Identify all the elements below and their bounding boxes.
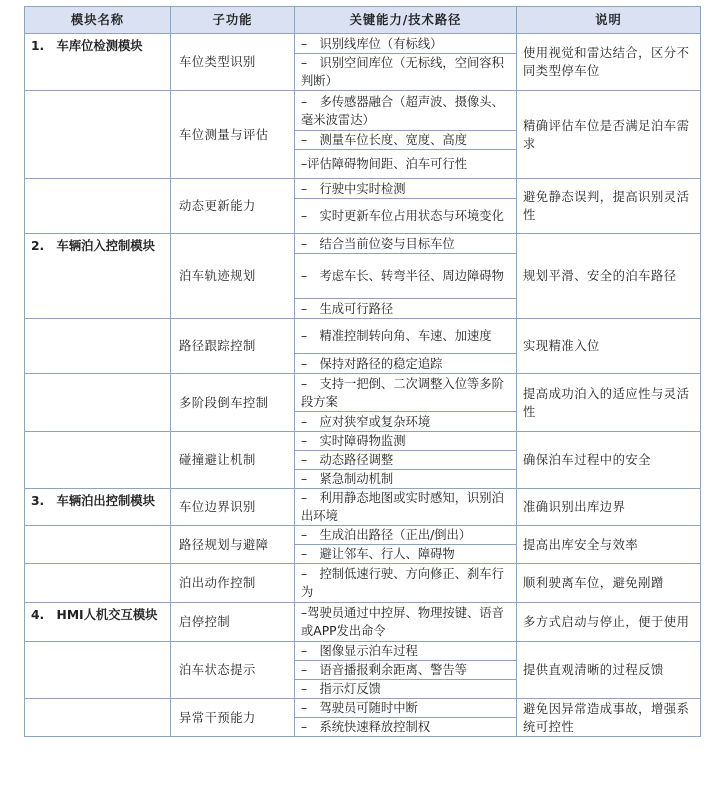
module-cell-empty bbox=[25, 642, 171, 699]
capability-item: – 图像显示泊车过程 bbox=[295, 642, 517, 661]
table-row bbox=[25, 91, 701, 131]
table-body bbox=[25, 34, 701, 737]
capability-item: – 精准控制转向角、车速、加速度 bbox=[295, 319, 517, 354]
subfunction-name: 路径跟踪控制 bbox=[171, 319, 295, 374]
table-row bbox=[25, 564, 701, 603]
capability-item: – 生成可行路径 bbox=[295, 299, 517, 319]
subfunction-name: 车位测量与评估 bbox=[171, 91, 295, 179]
description-cell: 精确评估车位是否满足泊车需求 bbox=[517, 91, 701, 179]
description-cell: 使用视觉和雷达结合，区分不同类型停车位 bbox=[517, 34, 701, 91]
module-name: 3. 车辆泊出控制模块 bbox=[25, 489, 171, 526]
subfunction-name: 异常干预能力 bbox=[171, 699, 295, 737]
module-cell-empty bbox=[25, 319, 171, 374]
subfunction-name: 泊车轨迹规划 bbox=[171, 234, 295, 319]
subfunction-name: 车位类型识别 bbox=[171, 34, 295, 91]
table-row bbox=[25, 234, 701, 254]
capability-item: –评估障碍物间距、泊车可行性 bbox=[295, 150, 517, 179]
header-subfunction: 子功能 bbox=[171, 7, 295, 34]
module-cell-empty bbox=[25, 91, 171, 179]
description-cell: 准确识别出库边界 bbox=[517, 489, 701, 526]
capability-item: – 动态路径调整 bbox=[295, 451, 517, 470]
module-cell-empty bbox=[25, 179, 171, 234]
header-module: 模块名称 bbox=[25, 7, 171, 34]
subfunction-name: 启停控制 bbox=[171, 603, 295, 642]
capability-item: – 支持一把倒、二次调整入位等多阶段方案 bbox=[295, 374, 517, 412]
header-capability: 关键能力/技术路径 bbox=[295, 7, 517, 34]
table-row bbox=[25, 642, 701, 661]
module-cell-empty bbox=[25, 564, 171, 603]
description-cell: 提高成功泊入的适应性与灵活性 bbox=[517, 374, 701, 432]
subfunction-name: 路径规划与避障 bbox=[171, 526, 295, 564]
module-name: 4. HMI人机交互模块 bbox=[25, 603, 171, 642]
capability-item: – 利用静态地图或实时感知，识别泊出环境 bbox=[295, 489, 517, 526]
subfunction-name: 泊出动作控制 bbox=[171, 564, 295, 603]
subfunction-name: 多阶段倒车控制 bbox=[171, 374, 295, 432]
module-cell-empty bbox=[25, 432, 171, 489]
description-cell: 提供直观清晰的过程反馈 bbox=[517, 642, 701, 699]
table-row bbox=[25, 432, 701, 451]
capability-item: – 识别空间库位（无标线，空间容积判断） bbox=[295, 54, 517, 91]
table-row bbox=[25, 603, 701, 642]
capability-item: – 紧急制动机制 bbox=[295, 470, 517, 489]
capability-item: – 多传感器融合（超声波、摄像头、毫米波雷达） bbox=[295, 91, 517, 131]
description-cell: 实现精准入位 bbox=[517, 319, 701, 374]
capability-item: – 驾驶员可随时中断 bbox=[295, 699, 517, 718]
table-row bbox=[25, 489, 701, 526]
module-cell-empty bbox=[25, 526, 171, 564]
capability-item: – 系统快速释放控制权 bbox=[295, 718, 517, 737]
capability-item: –驾驶员通过中控屏、物理按键、语音或APP发出命令 bbox=[295, 603, 517, 642]
description-cell: 提高出库安全与效率 bbox=[517, 526, 701, 564]
capability-item: – 实时更新车位占用状态与环境变化 bbox=[295, 199, 517, 234]
capability-item: – 控制低速行驶、方向修正、刹车行为 bbox=[295, 564, 517, 603]
table-row bbox=[25, 34, 701, 54]
description-cell: 顺利驶离车位，避免剐蹭 bbox=[517, 564, 701, 603]
subfunction-name: 碰撞避让机制 bbox=[171, 432, 295, 489]
capability-item: – 行驶中实时检测 bbox=[295, 179, 517, 199]
table-header-row bbox=[25, 7, 701, 34]
module-cell-empty bbox=[25, 374, 171, 432]
table-row bbox=[25, 319, 701, 354]
table-row bbox=[25, 374, 701, 412]
capability-item: – 实时障碍物监测 bbox=[295, 432, 517, 451]
subfunction-name: 动态更新能力 bbox=[171, 179, 295, 234]
description-cell: 避免因异常造成事故，增强系统可控性 bbox=[517, 699, 701, 737]
table-row bbox=[25, 699, 701, 718]
description-cell: 多方式启动与停止，便于使用 bbox=[517, 603, 701, 642]
capability-item: – 避让邻车、行人、障碍物 bbox=[295, 545, 517, 564]
module-cell-empty bbox=[25, 699, 171, 737]
subfunction-name: 车位边界识别 bbox=[171, 489, 295, 526]
description-cell: 确保泊车过程中的安全 bbox=[517, 432, 701, 489]
capability-item: – 生成泊出路径（正出/倒出） bbox=[295, 526, 517, 545]
capability-item: – 识别线库位（有标线） bbox=[295, 34, 517, 54]
table-row bbox=[25, 526, 701, 545]
description-cell: 避免静态误判，提高识别灵活性 bbox=[517, 179, 701, 234]
capability-item: – 保持对路径的稳定追踪 bbox=[295, 354, 517, 374]
capability-item: – 语音播报剩余距离、警告等 bbox=[295, 661, 517, 680]
capability-item: – 应对狭窄或复杂环境 bbox=[295, 412, 517, 432]
subfunction-name: 泊车状态提示 bbox=[171, 642, 295, 699]
capability-item: – 考虑车长、转弯半径、周边障碍物 bbox=[295, 254, 517, 299]
header-description: 说明 bbox=[517, 7, 701, 34]
table-row bbox=[25, 179, 701, 199]
capability-item: – 指示灯反馈 bbox=[295, 680, 517, 699]
capability-item: – 测量车位长度、宽度、高度 bbox=[295, 131, 517, 150]
module-name: 2. 车辆泊入控制模块 bbox=[25, 234, 171, 319]
capability-item: – 结合当前位姿与目标车位 bbox=[295, 234, 517, 254]
module-name: 1. 车库位检测模块 bbox=[25, 34, 171, 91]
description-cell: 规划平滑、安全的泊车路径 bbox=[517, 234, 701, 319]
function-table bbox=[24, 6, 701, 737]
